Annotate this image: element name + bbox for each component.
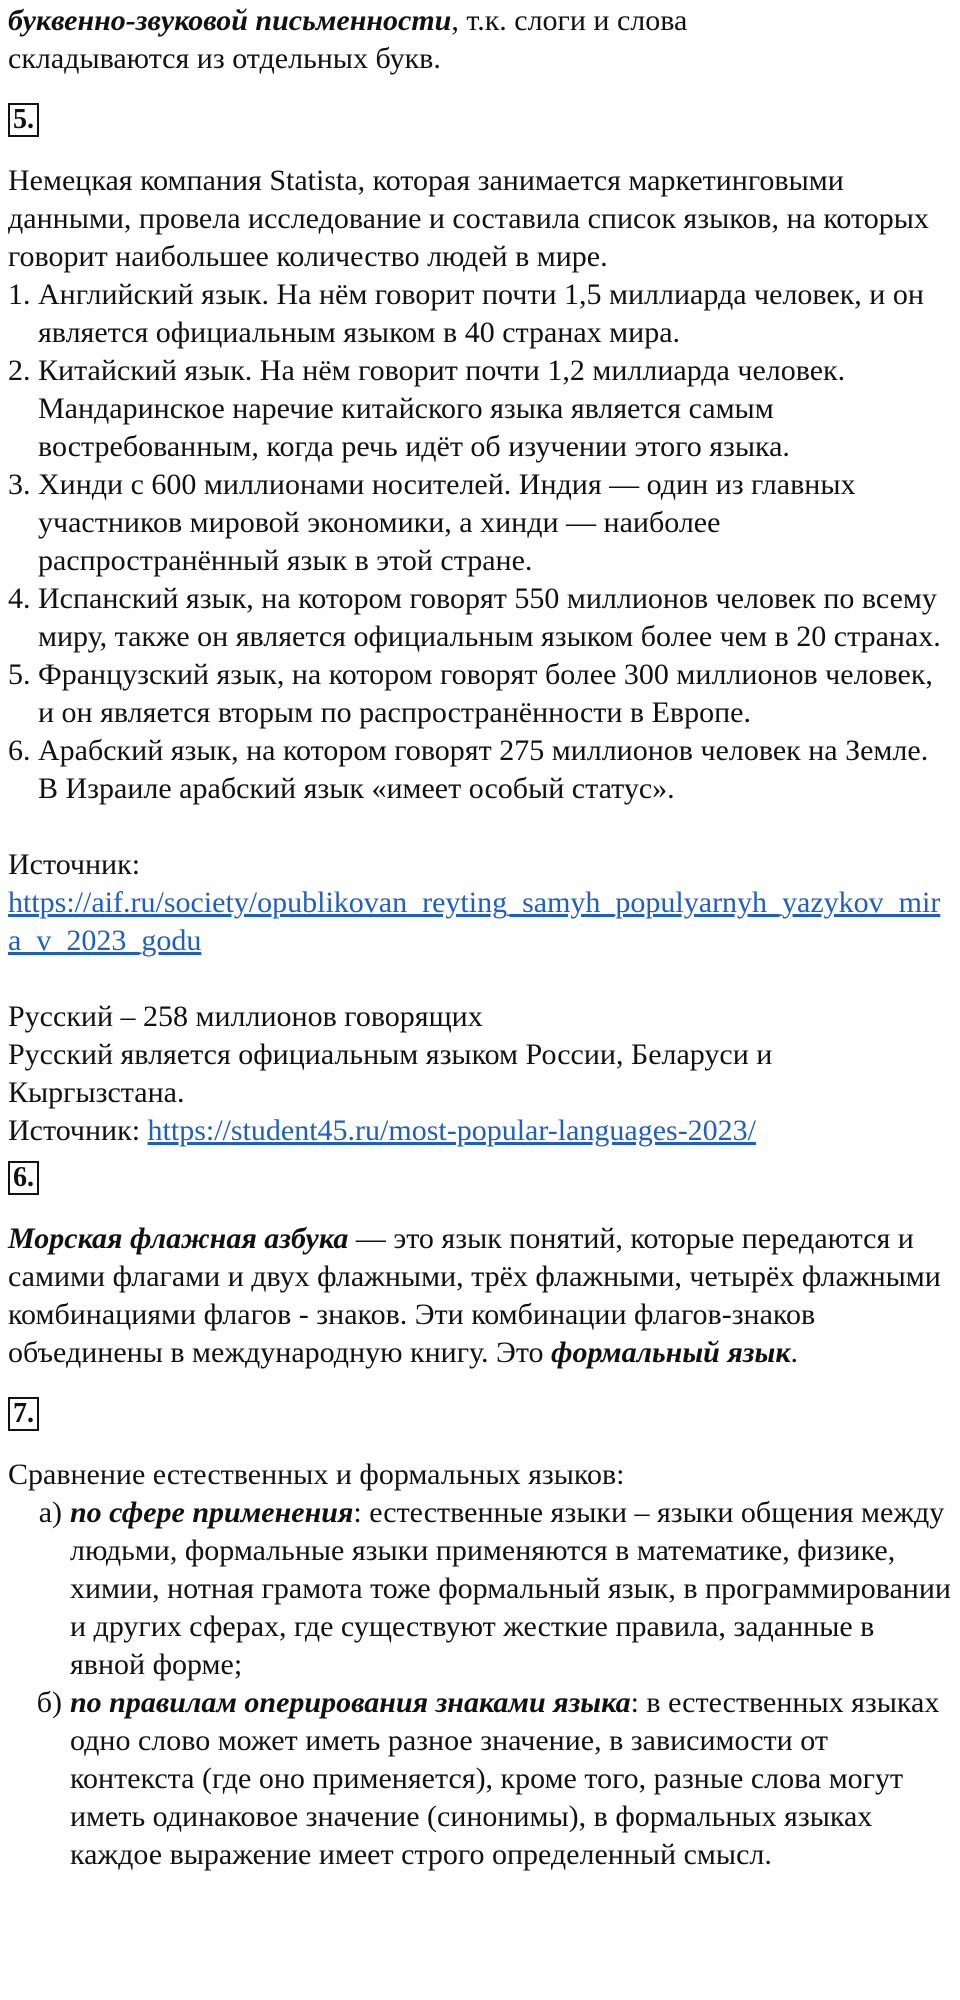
list-item: 6. Арабский язык, на котором говорят 275 миллионов человек на Земле. В Израиле арабский язык «имеет особый статус».	[8, 734, 929, 805]
intro-line2: складываются из отдельных букв.	[8, 42, 441, 75]
section-6-text: — это язык понятий, которые передаются и самими флагами и двух флажными, трёх флажными, четырёх флажными комбинациями флагов - знаков. Эти комбинации флагов-знаков объединены в международную книгу. Это	[8, 1222, 941, 1369]
comparison-item-a: а) по сфере применения: естественные языки – языки общения между людьми, формальные языки применяются в математике, физике, химии, нотная грамота тоже формальный язык, в программировании и других сферах, где существуют жесткие правила, заданные в явной форме;	[38, 1496, 951, 1681]
section-5-intro: Немецкая компания Statista, которая занимается маркетинговыми данными, провела исследование и составила список языков, на которых говорит наибольшее количество людей в мире.	[8, 164, 929, 273]
source-label: Источник:	[8, 848, 141, 881]
comparison-term-b: по правилам оперирования знаками языка	[70, 1686, 631, 1719]
section-7-intro: Сравнение естественных и формальных языков:	[8, 1458, 625, 1491]
comparison-term-a: по сфере применения	[70, 1496, 354, 1529]
list-item: 1. Английский язык. На нём говорит почти 1,5 миллиарда человек, и он является официальным языком в 40 странах мира.	[8, 278, 924, 349]
comparison-item-b: б) по правилам оперирования знаками языка: в естественных языках одно слово может иметь разное значение, в зависимости от контекста (где оно применяется), кроме того, разные слова могут иметь одинаковое значение (синонимы), в формальных языках каждое выражение имеет строго определенный смысл.	[36, 1686, 940, 1871]
list-item: 2. Китайский язык. На нём говорит почти 1,2 миллиарда человек. Мандаринское наречие китайского языка является самым востребованным, когда речь идёт об изучении этого языка.	[8, 354, 846, 463]
intro-paragraph	[8, 2, 952, 78]
section-6-term: Морская флажная азбука	[8, 1222, 349, 1255]
languages-list	[8, 276, 952, 808]
section-7-badge: 7.	[8, 1397, 39, 1431]
source-paragraph	[8, 846, 952, 960]
list-item: 3. Хинди с 600 миллионами носителей. Индия — один из главных участников мировой экономики, а хинди — наиболее распространённый язык в этой стране.	[8, 468, 856, 577]
intro-rest: , т.к. слоги и слова	[451, 4, 688, 37]
intro-bold-term: буквенно-звуковой письменности	[8, 4, 452, 37]
list-item: 4. Испанский язык, на котором говорят 550 миллионов человек по всему миру, также он является официальным языком более чем в 20 странах.	[8, 582, 941, 653]
russian-paragraph	[8, 998, 952, 1150]
russian-line1: Русский – 258 миллионов говорящих	[8, 1000, 483, 1033]
section-6-badge: 6.	[8, 1161, 39, 1195]
list-item: 5. Французский язык, на котором говорят более 300 миллионов человек, и он является вторым по распространённости в Европе.	[8, 658, 933, 729]
section-6-paragraph: Морская флажная азбука — это язык понятий, которые передаются и самими флагами и двух флажными, трёх флажными, четырёх флажными комбинациями флагов - знаков. Эти комбинации флагов-знаков объединены в международную книгу. Это формальный язык.	[8, 1222, 941, 1369]
source-link[interactable]: https://aif.ru/society/opublikovan_reyting_samyh_populyarnyh_yazykov_mira_v_2023_godu	[8, 886, 941, 957]
russian-line2: Русский является официальным языком России, Беларуси и Кыргызстана.	[8, 1038, 773, 1109]
source2-link[interactable]: https://student45.ru/most-popular-languages-2023/	[147, 1114, 757, 1147]
section-5-badge: 5.	[8, 103, 39, 137]
section-6-term2: формальный язык	[551, 1336, 791, 1369]
source2-label: Источник:	[8, 1114, 148, 1147]
